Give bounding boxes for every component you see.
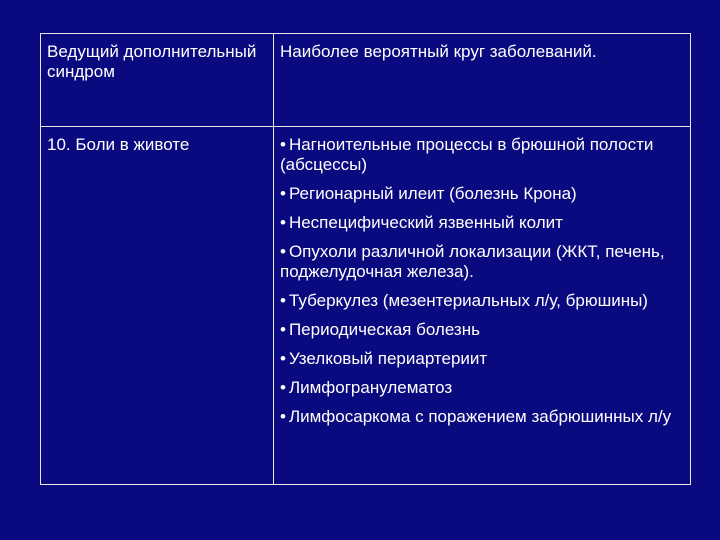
- table-header-row: [41, 34, 691, 127]
- list-item: [280, 213, 684, 233]
- bullet-icon: •: [280, 242, 286, 261]
- header-cell-diseases: [274, 34, 691, 127]
- list-item-text: Регионарный илеит (болезнь Крона): [288, 184, 577, 203]
- diseases-list: [280, 135, 684, 427]
- table-row: [41, 127, 691, 485]
- bullet-icon: •: [280, 320, 286, 339]
- list-item-text: Лимфосаркома с поражением забрюшинных л/у: [288, 407, 672, 426]
- list-item-text: Нагноительные процессы в брюшной полости (абсцессы): [280, 135, 654, 174]
- syndrome-table: [40, 33, 691, 485]
- bullet-icon: •: [280, 291, 286, 310]
- bullet-icon: •: [280, 213, 286, 232]
- bullet-icon: •: [280, 184, 286, 203]
- bullet-icon: •: [280, 135, 286, 154]
- list-item-text: Неспецифический язвенный колит: [288, 213, 563, 232]
- list-item: [280, 378, 684, 398]
- list-item: [280, 320, 684, 340]
- list-item: [280, 135, 684, 175]
- list-item-text: Туберкулез (мезентериальных л/у, брюшины): [288, 291, 648, 310]
- bullet-icon: •: [280, 349, 286, 368]
- header-syndrome-text: Ведущий дополнительный синдром: [47, 42, 257, 81]
- syndrome-text: 10. Боли в животе: [47, 135, 190, 154]
- list-item-text: Узелковый периартериит: [288, 349, 488, 368]
- list-item: [280, 184, 684, 204]
- header-cell-syndrome: [41, 34, 274, 127]
- list-item-text: Опухоли различной локализации (ЖКТ, печень, поджелудочная железа).: [280, 242, 665, 281]
- list-item: [280, 242, 684, 282]
- list-item: [280, 349, 684, 369]
- bullet-icon: •: [280, 378, 286, 397]
- syndrome-cell: [41, 127, 274, 485]
- bullet-icon: •: [280, 407, 286, 426]
- header-diseases-text: Наиболее вероятный круг заболеваний.: [280, 42, 597, 61]
- list-item: [280, 291, 684, 311]
- list-item: [280, 407, 684, 427]
- list-item-text: Лимфогранулематоз: [288, 378, 453, 397]
- list-item-text: Периодическая болезнь: [288, 320, 480, 339]
- diseases-cell: [274, 127, 691, 485]
